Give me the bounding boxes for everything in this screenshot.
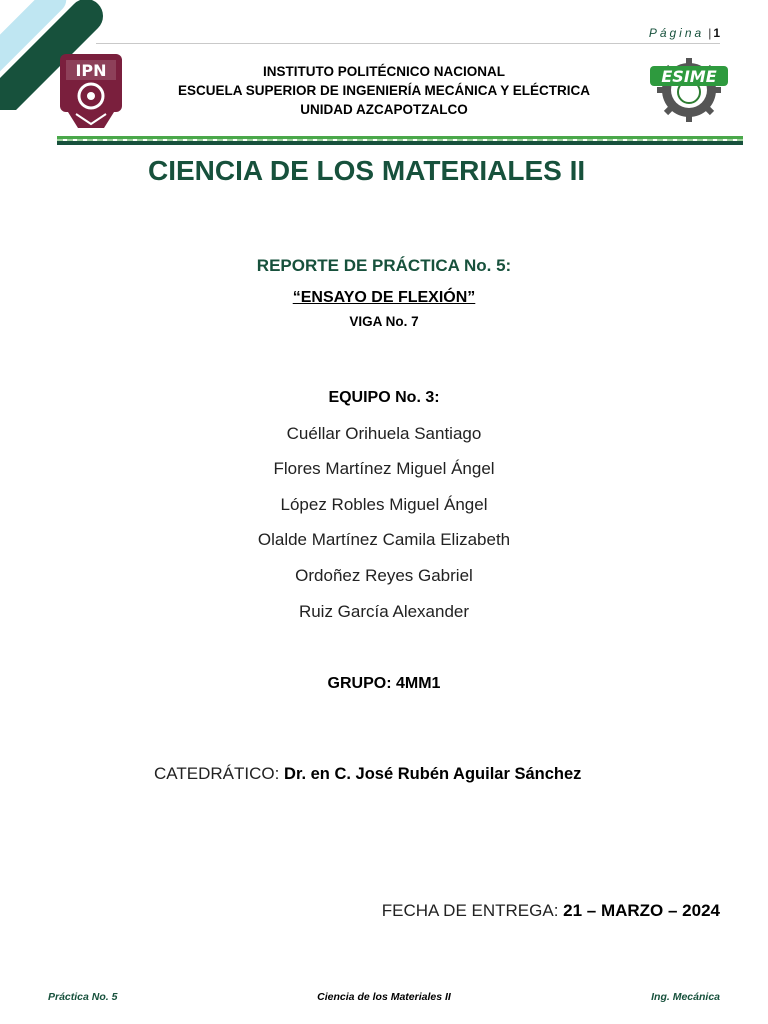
professor-label: CATEDRÁTICO: [154, 764, 275, 783]
campus-name: UNIDAD AZCAPOTZALCO: [300, 102, 468, 117]
page-separator: |: [708, 26, 712, 40]
professor-name: Dr. en C. José Rubén Aguilar Sánchez: [284, 765, 582, 783]
page-label: Página: [648, 26, 705, 40]
group-label: GRUPO: 4MM1: [327, 675, 441, 692]
delivery-date: 21 – MARZO – 2024: [563, 901, 720, 920]
team-label: EQUIPO No. 3:: [328, 389, 440, 406]
report-title: REPORTE DE PRÁCTICA No. 5:: [256, 256, 512, 275]
course-title-text: CIENCIA DE LOS MATERIALES II: [148, 155, 586, 186]
delivery-label: FECHA DE ENTREGA: [381, 901, 554, 920]
esime-logo-text: ESIME: [661, 67, 717, 86]
ipn-logo: [58, 52, 124, 130]
team-member: Olalde Martínez Camila Elizabeth: [257, 530, 511, 549]
beam-number: VIGA No. 7: [349, 314, 419, 329]
team-member: López Robles Miguel Ángel: [280, 495, 488, 514]
team-member: Cuéllar Orihuela Santiago: [286, 424, 482, 443]
page-number-value: 1: [713, 26, 720, 40]
band-bottom-line: [57, 141, 743, 145]
top-rule: [96, 43, 720, 44]
institution-header: [140, 62, 628, 119]
ipn-logo-text: IPN: [75, 61, 107, 80]
team-member: Flores Martínez Miguel Ángel: [273, 459, 495, 478]
page-number: [649, 26, 720, 40]
team-member: Ruiz García Alexander: [298, 602, 470, 621]
institution-name: INSTITUTO POLITÉCNICO NACIONAL: [263, 64, 505, 79]
school-name: ESCUELA SUPERIOR DE INGENIERÍA MECÁNICA Y ELÉCTRICA: [177, 83, 591, 98]
professor-line: CATEDRÁTICO: Dr. en C. José Rubén Aguilar Sánchez: [154, 764, 582, 783]
footer-course: Ciencia de los Materiales II: [317, 991, 451, 1003]
footer-major: Ing. Mecánica: [651, 991, 720, 1003]
header-divider-band: [57, 136, 743, 148]
team-member: Ordoñez Reyes Gabriel: [295, 566, 473, 585]
report-subtitle: “ENSAYO DE FLEXIÓN”: [292, 289, 476, 306]
delivery-date-line: FECHA DE ENTREGA: 21 – MARZO – 2024: [381, 901, 720, 920]
esime-logo: [646, 52, 732, 124]
footer-practice: Práctica No. 5: [48, 991, 118, 1003]
